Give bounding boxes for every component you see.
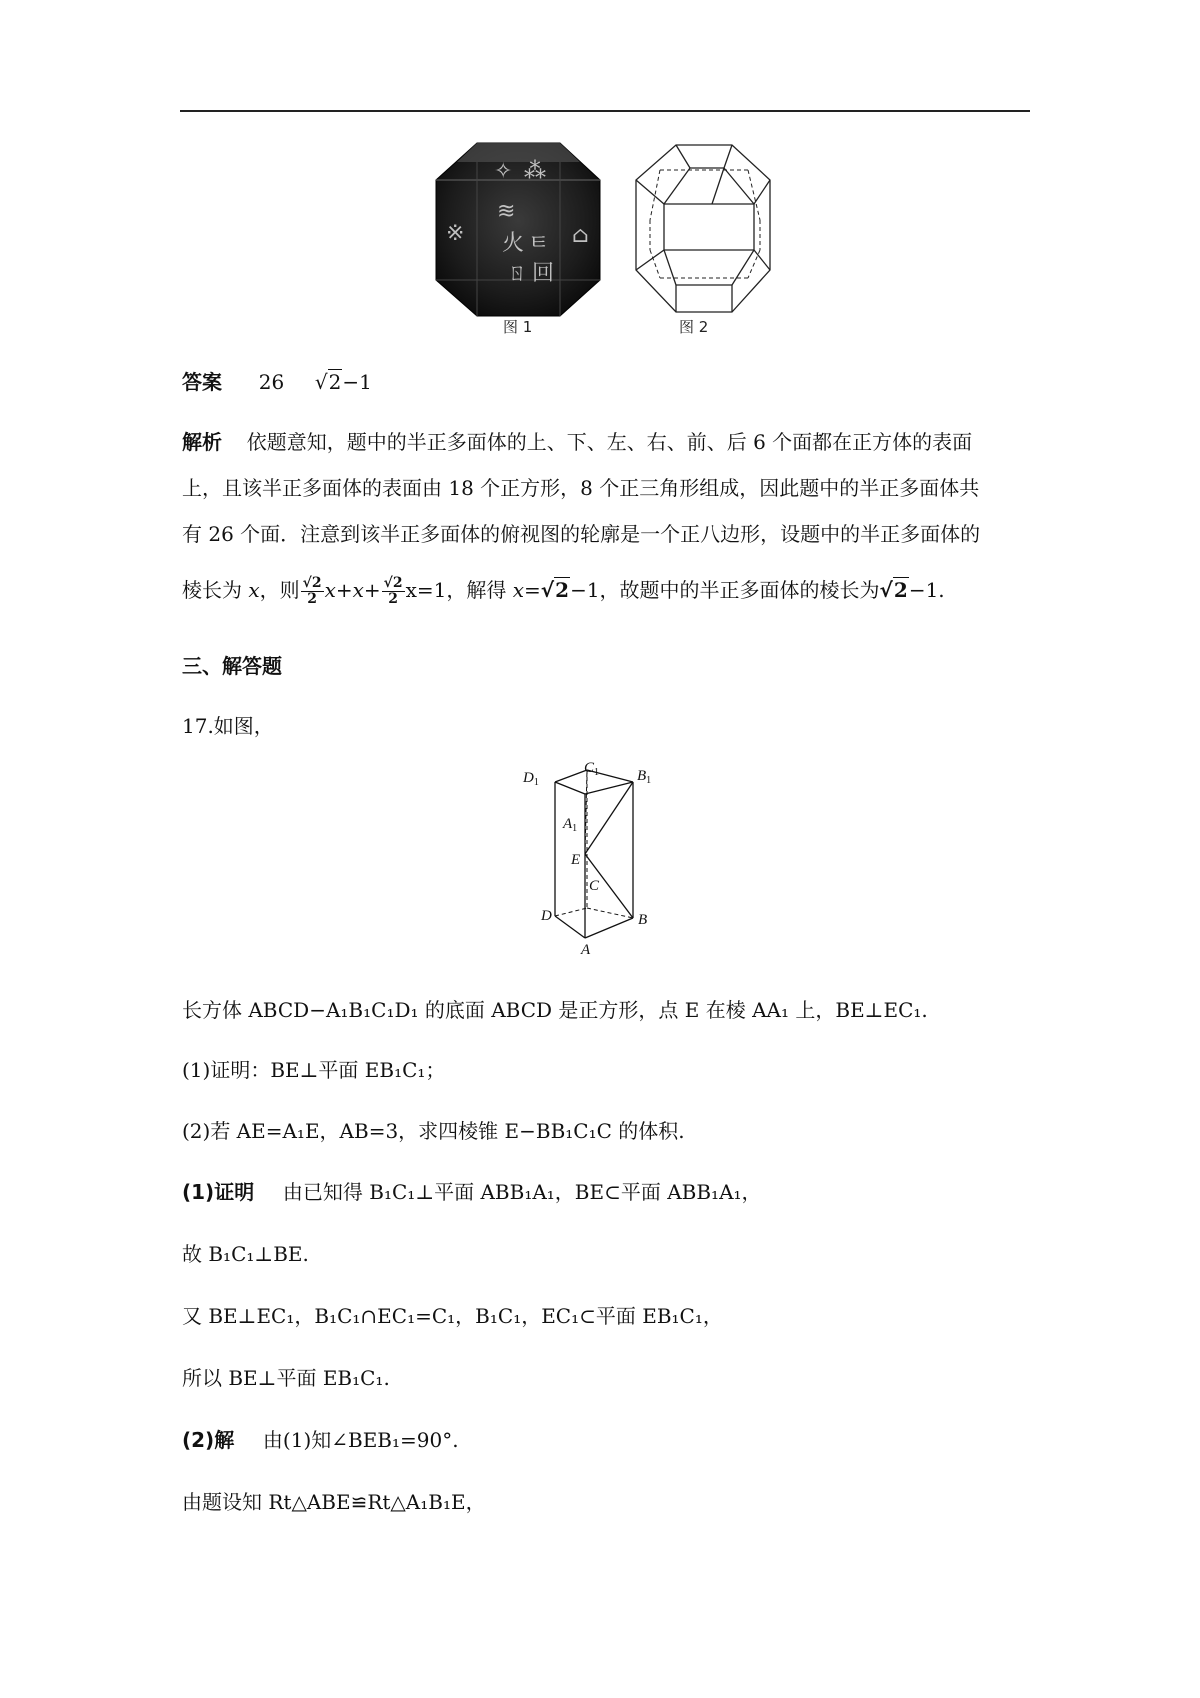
analysis-text-4c: x+x+	[324, 578, 381, 602]
svg-text:ㄖ: ㄖ	[506, 261, 529, 286]
proof-text-1: 由已知得 B₁C₁⊥平面 ABB₁A₁，BE⊂平面 ABB₁A₁，	[282, 1180, 762, 1204]
label-D1-text: $D_1$	[523, 770, 539, 788]
label-C1-text: $C_1$	[584, 760, 600, 778]
solution-line-2: 由题设知 Rt△ABE≌Rt△A₁B₁E，	[182, 1490, 486, 1514]
svg-text:✧: ✧	[494, 159, 513, 184]
solution-label: (2)解	[182, 1428, 235, 1452]
sqrt-2-a: √2	[540, 578, 570, 602]
analysis-line-2: 上，且该半正多面体的表面由 18 个正方形，8 个正三角形组成，因此题中的半正多面体共	[182, 476, 980, 500]
analysis-line-4	[182, 576, 945, 607]
fraction-2: $\frac{√2}{2}$	[383, 575, 403, 607]
label-A1-text: $A_1$	[563, 816, 578, 834]
svg-text:⌂: ⌂	[572, 223, 589, 248]
solution-line-1	[182, 1426, 459, 1454]
figures-row	[0, 140, 1200, 340]
problem-statement: 长方体 ABCD−A₁B₁C₁D₁ 的底面 ABCD 是正方形，点 E 在棱 AA₁ 上，BE⊥EC₁.	[182, 998, 928, 1022]
answer-line	[182, 368, 372, 396]
answer-sqrt: √2	[314, 370, 342, 394]
svg-text:ㅌ: ㅌ	[528, 231, 550, 256]
problem-17-number: 17.如图，	[182, 714, 274, 738]
question-2: (2)若 AE=A₁E，AB=3，求四棱锥 E−BB₁C₁C 的体积.	[182, 1119, 685, 1143]
top-rule	[180, 110, 1030, 112]
analysis-line-1	[182, 428, 972, 456]
proof-line-4: 所以 BE⊥平面 EB₁C₁.	[182, 1366, 390, 1390]
label-B-text: B	[638, 912, 648, 928]
analysis-text-4g: −1.	[908, 578, 945, 602]
section-title: 三、解答题	[182, 654, 282, 678]
analysis-text-4e: x=	[512, 578, 541, 602]
proof-line-2: 故 B₁C₁⊥BE.	[182, 1242, 309, 1266]
svg-text:⁂: ⁂	[524, 159, 546, 184]
proof-line-1	[182, 1178, 762, 1206]
proof-label: (1)证明	[182, 1180, 255, 1204]
svg-text:≋: ≋	[497, 199, 516, 224]
label-C-text: C	[589, 878, 600, 894]
solution-text-1: 由(1)知∠BEB₁=90°.	[262, 1428, 459, 1452]
label-D-text: D	[541, 908, 552, 924]
fraction-1: $\frac{√2}{2}$	[302, 575, 322, 607]
figure-2-caption-label: 图 2	[679, 318, 709, 336]
analysis-label: 解析	[182, 430, 222, 454]
sqrt-2-b: √2	[879, 578, 908, 602]
svg-text:回: 回	[532, 261, 555, 286]
svg-text:火: 火	[502, 231, 525, 256]
analysis-text-4a: 棱长为	[182, 578, 242, 602]
analysis-text-1: 依题意知，题中的半正多面体的上、下、左、右、前、后 6 个面都在正方体的表面	[246, 430, 973, 454]
label-A-text: A	[581, 942, 591, 958]
label-E-text: E	[571, 852, 581, 868]
analysis-text-4d: x=1，解得	[405, 578, 507, 602]
answer-value-1: 26	[258, 370, 285, 394]
analysis-text-4f: −1，故题中的半正多面体的棱长为	[570, 578, 880, 602]
analysis-text-4b: ，则	[259, 578, 300, 602]
label-B1-text: $B_1$	[637, 768, 652, 786]
svg-text:※: ※	[446, 221, 465, 246]
question-1: (1)证明：BE⊥平面 EB₁C₁；	[182, 1058, 446, 1082]
analysis-line-3: 有 26 个面．注意到该半正多面体的俯视图的轮廓是一个正八边形，设题中的半正多面体的	[182, 522, 981, 546]
figure-1-caption-label: 图 1	[503, 318, 533, 336]
answer-value-2-rest: −1	[342, 370, 372, 394]
figure-1-seal-photo	[432, 140, 604, 320]
figure-2-polyhedron	[620, 140, 790, 320]
cuboid-diagram	[523, 760, 685, 968]
analysis-var-x: x	[248, 578, 260, 602]
answer-label: 答案	[182, 370, 222, 394]
proof-line-3: 又 BE⊥EC₁，B₁C₁∩EC₁=C₁，B₁C₁，EC₁⊂平面 EB₁C₁，	[182, 1304, 723, 1328]
